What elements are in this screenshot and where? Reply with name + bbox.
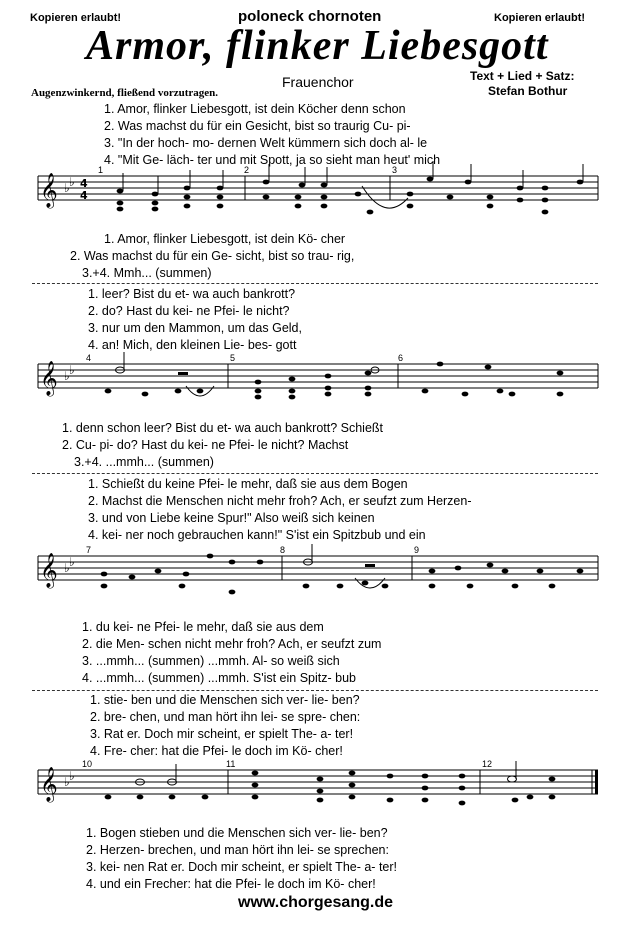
treble-clef-icon: 𝄞 [40, 361, 58, 396]
song-title: Armor, flinker Liebesgott [86, 23, 549, 69]
upper-lyric-line: 3. und von Liebe keine Spur!" Also weiß sich keinen [88, 511, 375, 525]
choir-type: Frauenchor [282, 74, 354, 90]
upper-lyric-line: 3. nur um den Mammon, um das Geld, [88, 321, 302, 335]
footer-url[interactable]: www.chorgesang.de [238, 894, 393, 911]
flat-icon: ♭ [64, 775, 70, 789]
lower-lyric-line: 3.+4. ...mmh... (summen) [74, 455, 214, 469]
measure-number: 6 [398, 353, 404, 363]
flat-icon: ♭ [64, 561, 70, 575]
treble-clef-icon: 𝄞 [40, 767, 58, 802]
credit-line-2: Stefan Bothur [488, 84, 568, 98]
upper-lyric-line: 3. Rat er. Doch mir scheint, er spielt The- a- ter! [90, 727, 354, 741]
copy-permission-left: Kopieren erlaubt! [30, 12, 122, 24]
upper-lyric-line: 1. Amor, flinker Liebesgott, ist dein Köcher denn schon [104, 102, 406, 116]
upper-lyric-line: 4. "Mit Ge- läch- ter und mit Spott, ja so sieht man heut' mich [104, 153, 441, 167]
system-divider [32, 473, 598, 474]
upper-lyric-line: 1. Schießt du keine Pfei- le mehr, daß sie aus dem Bogen [88, 477, 408, 491]
measure-number: 9 [414, 545, 420, 555]
publisher-name: poloneck chornoten [238, 8, 382, 25]
lower-lyric-line: 3. ...mmh... (summen) ...mmh. Al- so weiß sich [82, 654, 340, 668]
measure-number: 8 [280, 545, 286, 555]
music-staff [0, 353, 630, 420]
flat-icon: ♭ [64, 181, 70, 195]
music-staff [0, 759, 630, 826]
upper-lyric-line: 3. "In der hoch- mo- dernen Welt kümmern sich doch al- le [104, 136, 428, 150]
upper-lyric-line: 4. an! Mich, den kleinen Lie- bes- gott [88, 338, 297, 352]
flat-icon: ♭ [69, 555, 75, 569]
flat-icon: ♭ [69, 363, 75, 377]
measure-number: 12 [482, 759, 493, 769]
lower-lyric-line: 2. die Men- schen nicht mehr froh? Ach, er seufzt zum [82, 637, 382, 651]
upper-lyric-line: 1. leer? Bist du et- wa auch bankrott? [88, 287, 296, 301]
flat-icon: ♭ [64, 369, 70, 383]
measure-number: 2 [244, 165, 250, 175]
lower-lyric-line: 3.+4. Mmh... (summen) [82, 266, 212, 280]
lower-lyric-line: 2. Cu- pi- do? Hast du kei- ne Pfei- le nicht? Machst [62, 438, 349, 452]
lower-lyric-line: 4. und ein Frecher: hat die Pfei- le doch im Kö- cher! [86, 877, 376, 891]
lower-lyric-line: 1. du kei- ne Pfei- le mehr, daß sie aus dem [82, 620, 324, 634]
lower-lyric-line: 1. denn schon leer? Bist du et- wa auch bankrott? Schießt [62, 421, 384, 435]
upper-lyric-line: 2. Machst die Menschen nicht mehr froh? Ach, er seufzt zum Herzen- [88, 494, 472, 508]
flat-icon: ♭ [69, 769, 75, 783]
copy-permission-right: Kopieren erlaubt! [494, 12, 586, 24]
upper-lyric-line: 2. do? Hast du kei- ne Pfei- le nicht? [88, 304, 290, 318]
music-staff [0, 165, 630, 232]
time-signature: 4 [80, 177, 88, 190]
lower-lyric-line: 4. ...mmh... (summen) ...mmh. S'ist ein Spitz- bub [82, 671, 356, 685]
upper-lyric-line: 1. stie- ben und die Menschen sich ver- lie- ben? [90, 693, 360, 707]
treble-clef-icon: 𝄞 [40, 173, 58, 208]
system-divider [32, 283, 598, 284]
system-divider [32, 690, 598, 691]
measure-number: 10 [82, 759, 93, 769]
measure-number: 3 [392, 165, 398, 175]
treble-clef-icon: 𝄞 [40, 553, 58, 588]
measure-number: 5 [230, 353, 236, 363]
upper-lyric-line: 2. bre- chen, und man hört ihn lei- se spre- chen: [90, 710, 361, 724]
lower-lyric-line: 2. Herzen- brechen, und man hört ihn lei- se sprechen: [86, 843, 389, 857]
measure-number: 11 [226, 759, 236, 769]
lower-lyric-line: 3. kei- nen Rat er. Doch mir scheint, er spielt The- a- ter! [86, 860, 398, 874]
rest-icon [178, 372, 188, 375]
flat-icon: ♭ [69, 175, 75, 189]
lower-lyric-line: 2. Was machst du für ein Ge- sicht, bist so trau- rig, [70, 249, 355, 263]
measure-number: 1 [98, 165, 104, 175]
measure-number: 7 [86, 545, 92, 555]
music-staff [0, 545, 630, 612]
measure-number: 4 [86, 353, 92, 363]
lower-lyric-line: 1. Bogen stieben und die Menschen sich ver- lie- ben? [86, 826, 388, 840]
upper-lyric-line: 4. Fre- cher: hat die Pfei- le doch im Kö- cher! [90, 744, 343, 758]
tempo-marking: Augenzwinkernd, fließend vorzutragen. [31, 87, 218, 99]
upper-lyric-line: 2. Was machst du für ein Gesicht, bist so traurig Cu- pi- [104, 119, 411, 133]
upper-lyric-line: 4. kei- ner noch gebrauchen kann!" S'ist ein Spitzbub und ein [88, 528, 426, 542]
time-signature: 4 [80, 189, 88, 202]
credit-line-1: Text + Lied + Satz: [470, 69, 575, 83]
lower-lyric-line: 1. Amor, flinker Liebesgott, ist dein Kö- cher [104, 232, 346, 246]
notes [105, 362, 564, 400]
